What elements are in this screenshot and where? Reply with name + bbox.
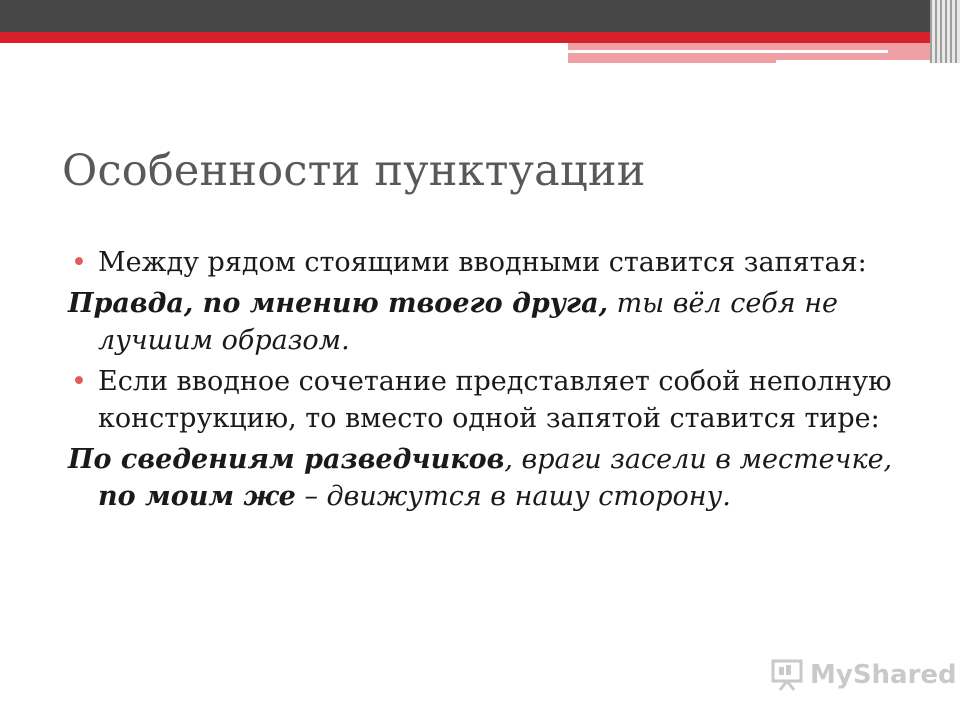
watermark-text: MyShared [810,660,957,690]
example-text: – движутся в нашу сторону. [295,481,731,512]
top-pink-line [568,50,888,53]
example-bold-text: Правда, по мнению твоего друга, [68,288,608,319]
bullet-text: Между рядом стоящими вводными ставится запятая: [98,247,867,278]
example-sentence [68,285,908,359]
bullet-icon: • [71,247,87,278]
bullet-text: Если вводное сочетание представляет собой неполную конструкцию, то вместо одной запятой ставится тире: [98,366,892,434]
watermark-logo [770,658,957,692]
slide-title: Особенности пунктуации [62,146,646,196]
slide-body [68,244,908,519]
bullet-icon: • [71,366,87,397]
top-red-band [0,32,932,43]
presentation-icon [770,658,804,692]
example-sentence [68,441,908,515]
example-text: , враги засели в местечке, [504,444,893,475]
top-pink-line-short [776,60,932,63]
bullet-item [68,363,908,437]
corner-stripes [930,0,960,63]
example-text: ты вёл себя не лучшим образом. [98,288,839,356]
example-bold-text: по моим же [98,481,296,512]
bullet-item [68,244,908,281]
example-bold-text: По сведениям разведчиков [68,444,505,475]
top-dark-band [0,0,960,32]
